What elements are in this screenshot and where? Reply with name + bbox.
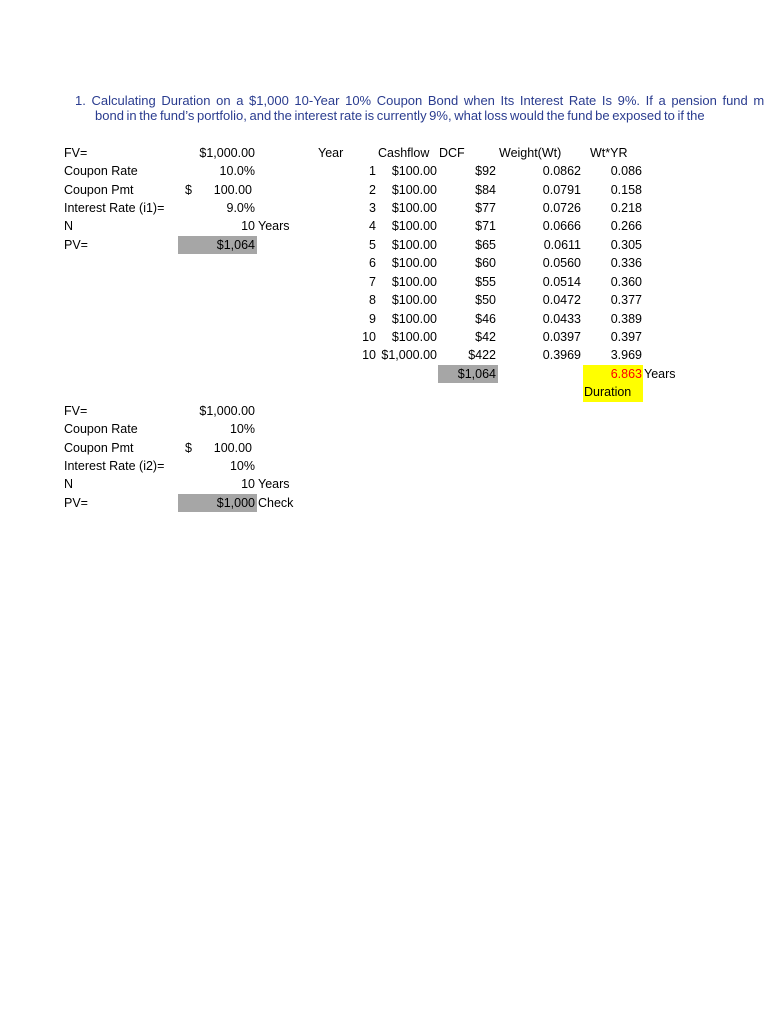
dcf-cell: $84 xyxy=(475,182,496,197)
cashflow-cell: $100.00 xyxy=(391,164,437,179)
wt-yr-cell: 0.158 xyxy=(610,182,642,197)
dcf-cell: $422 xyxy=(468,348,496,363)
year-cell: 1 xyxy=(369,164,376,179)
year-cell: 6 xyxy=(369,256,376,271)
n-value: 10 xyxy=(241,219,255,234)
weight-cell: 0.0611 xyxy=(543,237,581,252)
year-header: Year xyxy=(318,145,344,160)
question-line-1: 1. Calculating Duration on a $1,000 10-Year 10% Coupon Bond when Its Interest Rate Is 9%. If a pension fund m xyxy=(75,92,765,108)
wt-yr-cell: 0.305 xyxy=(610,237,642,252)
fv-label: FV= xyxy=(64,145,88,160)
dcf-cell: $60 xyxy=(475,256,496,271)
n-unit: Years xyxy=(258,219,290,234)
table-row xyxy=(0,291,768,309)
wt-yr-cell: 3.969 xyxy=(610,348,642,363)
wt-yr-cell: 0.266 xyxy=(610,219,642,234)
table-row xyxy=(0,346,768,364)
weight-cell: 0.0862 xyxy=(542,164,581,179)
year-cell: 2 xyxy=(369,182,376,197)
n-label: N xyxy=(64,219,74,234)
dcf-cell: $77 xyxy=(475,201,496,216)
coupon-rate-label: Coupon Rate xyxy=(64,422,138,437)
weight-cell: 0.3969 xyxy=(542,348,581,363)
cashflow-cell: $100.00 xyxy=(391,256,437,271)
table-row xyxy=(0,273,768,291)
wt-yr-cell: 0.086 xyxy=(610,164,642,179)
question-line-2: bond in the fund’s portfolio, and the interest rate is currently 9%, what loss would the fund be exposed to if the xyxy=(95,107,705,123)
cashflow-cell: $100.00 xyxy=(391,311,437,326)
wt-yr-cell: 0.218 xyxy=(610,201,642,216)
table-row xyxy=(0,181,768,199)
coupon-rate-value: 10.0% xyxy=(219,164,255,179)
duration-unit: Years xyxy=(644,366,676,381)
coupon-pmt-currency: $ xyxy=(185,440,192,455)
dcf-total: $1,064 xyxy=(438,365,498,383)
table-row xyxy=(0,236,768,254)
dcf-cell: $65 xyxy=(475,237,496,252)
pv-value: $1,064 xyxy=(178,236,257,254)
year-cell: 5 xyxy=(369,237,376,252)
fv-label: FV= xyxy=(64,403,88,418)
cashflow-cell: $100.00 xyxy=(391,237,437,252)
dcf-cell: $46 xyxy=(475,311,496,326)
coupon-pmt-label: Coupon Pmt xyxy=(64,440,134,455)
wt-yr-header: Wt*YR xyxy=(590,145,628,160)
fv-value: $1,000.00 xyxy=(199,403,255,418)
coupon-pmt-label: Coupon Pmt xyxy=(64,182,134,197)
year-cell: 3 xyxy=(369,201,376,216)
coupon-pmt-value: 100.00 xyxy=(213,182,252,197)
weight-cell: 0.0666 xyxy=(542,219,581,234)
dcf-cell: $71 xyxy=(475,219,496,234)
wt-yr-cell: 0.360 xyxy=(610,274,642,289)
dcf-cell: $50 xyxy=(475,293,496,308)
year-cell: 7 xyxy=(369,274,376,289)
coupon-pmt-value: 100.00 xyxy=(213,440,252,455)
year-cell: 8 xyxy=(369,293,376,308)
table-row xyxy=(0,199,768,217)
interest-rate-value: 9.0% xyxy=(226,201,255,216)
interest-rate-label: Interest Rate (i2)= xyxy=(64,458,165,473)
weight-header: Weight(Wt) xyxy=(499,145,562,160)
coupon-rate-label: Coupon Rate xyxy=(64,164,138,179)
dcf-cell: $92 xyxy=(475,164,496,179)
pv-value: $1,000 xyxy=(178,494,257,512)
table-row xyxy=(0,310,768,328)
cashflow-header: Cashflow xyxy=(378,145,430,160)
wt-yr-cell: 0.397 xyxy=(610,330,642,344)
pv-check-note: Check xyxy=(258,495,294,510)
table-row xyxy=(0,254,768,272)
n-value: 10 xyxy=(241,477,255,492)
cashflow-cell: $100.00 xyxy=(391,219,437,234)
dcf-cell: $42 xyxy=(475,330,496,344)
dcf-header: DCF xyxy=(439,145,465,160)
interest-rate-value: 10% xyxy=(229,458,255,473)
coupon-pmt-currency: $ xyxy=(185,182,192,197)
year-cell: 10 xyxy=(362,330,376,344)
weight-cell: 0.0472 xyxy=(542,293,581,308)
wt-yr-cell: 0.377 xyxy=(610,293,642,308)
table-row xyxy=(0,217,768,235)
year-cell: 9 xyxy=(369,311,376,326)
pv-label: PV= xyxy=(64,237,88,252)
year-cell: 10 xyxy=(362,348,376,363)
n-unit: Years xyxy=(258,477,290,492)
table-row xyxy=(0,328,768,346)
weight-cell: 0.0791 xyxy=(542,182,581,197)
cashflow-cell: $1,000.00 xyxy=(381,348,437,363)
year-cell: 4 xyxy=(369,219,376,234)
wt-yr-cell: 0.389 xyxy=(610,311,642,326)
weight-cell: 0.0560 xyxy=(542,256,581,271)
interest-rate-label: Interest Rate (i1)= xyxy=(64,201,165,216)
duration-value: 6.863 xyxy=(610,366,642,381)
duration-label: Duration xyxy=(584,385,632,400)
pv-label: PV= xyxy=(64,495,88,510)
coupon-rate-value: 10% xyxy=(229,422,255,437)
cashflow-cell: $100.00 xyxy=(391,293,437,308)
cashflow-cell: $100.00 xyxy=(391,274,437,289)
weight-cell: 0.0397 xyxy=(542,330,581,344)
dcf-cell: $55 xyxy=(475,274,496,289)
weight-cell: 0.0726 xyxy=(542,201,581,216)
cashflow-cell: $100.00 xyxy=(391,201,437,216)
weight-cell: 0.0514 xyxy=(542,274,581,289)
cashflow-cell: $100.00 xyxy=(391,330,437,344)
weight-cell: 0.0433 xyxy=(542,311,581,326)
cashflow-cell: $100.00 xyxy=(391,182,437,197)
wt-yr-cell: 0.336 xyxy=(610,256,642,271)
table-row xyxy=(0,162,768,180)
fv-value: $1,000.00 xyxy=(199,145,255,160)
n-label: N xyxy=(64,477,74,492)
